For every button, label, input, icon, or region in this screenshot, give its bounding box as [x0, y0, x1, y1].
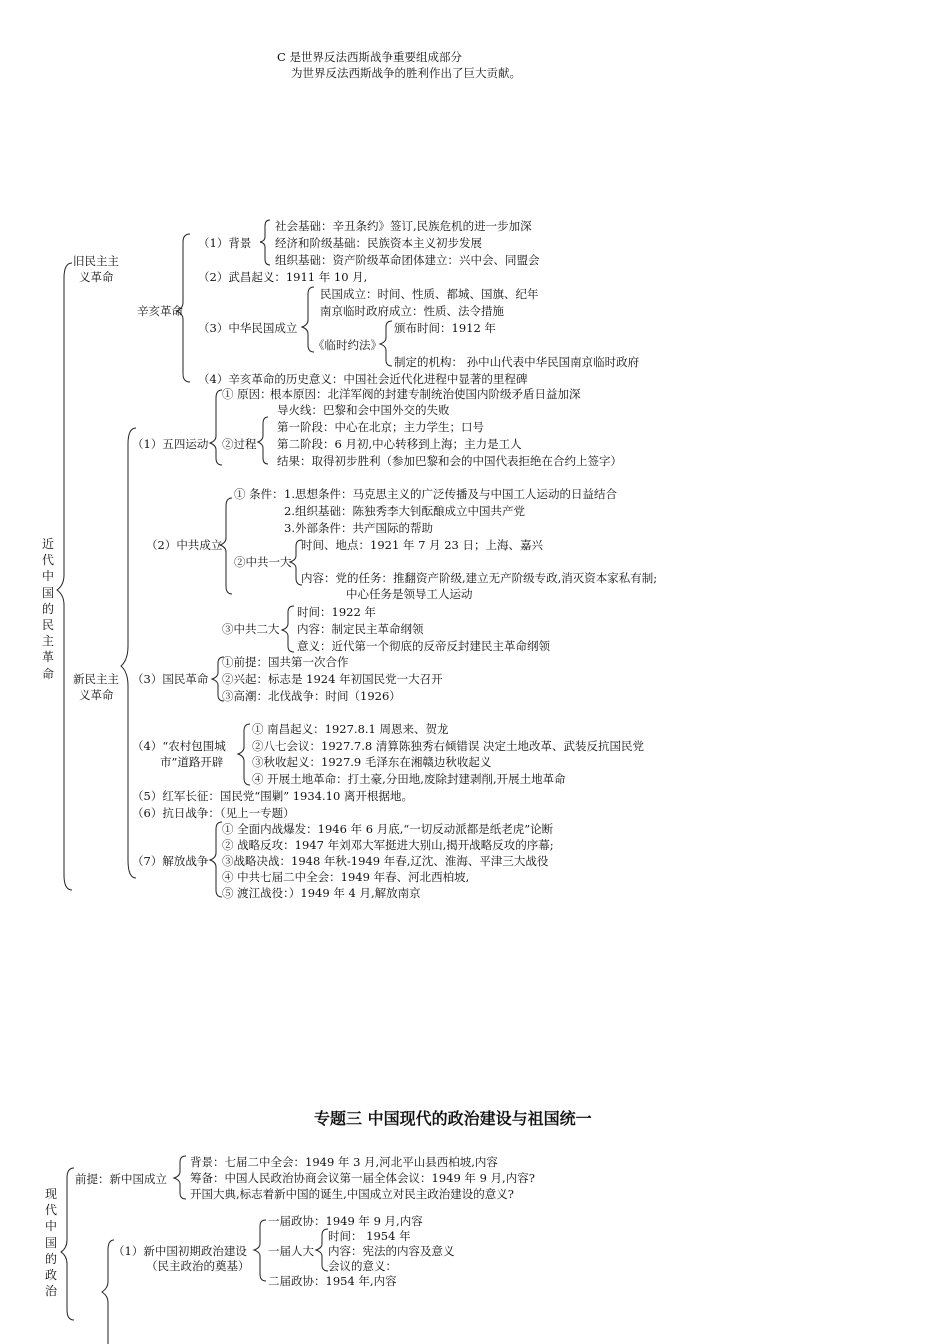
may-fourth-stage: 结果：取得初步胜利（参加巴黎和会的中国代表拒绝在合约上签字） [277, 454, 622, 468]
rural-path-label-1: （4）“农村包围城 [132, 739, 226, 753]
second-congress-item: 时间：1922 年 [297, 605, 376, 619]
liberation-war-item: ③战略决战：1948 年秋-1949 年春,辽沈、淮海、平津三大战役 [222, 854, 549, 868]
may-fourth-process-label: ②过程 [222, 437, 257, 451]
brace-npc [316, 1229, 328, 1271]
roc-item: 南京临时政府成立：性质、法令措施 [320, 304, 504, 318]
roc-label: （3）中华民国成立 [198, 321, 298, 335]
brace-process [258, 417, 268, 464]
first-cppcc: 一届政协：1949 年 9 月,内容 [268, 1214, 423, 1228]
npc-item: 会议的意义： [328, 1259, 397, 1273]
second-congress-label: ③中共二大 [222, 622, 280, 636]
wuchang-uprising: （2）武昌起义：1911 年 10 月, [198, 270, 368, 284]
rural-path-item: ① 南昌起义：1927.8.1 周恩来、贺龙 [252, 722, 449, 736]
intro-line-1: C 是世界反法西斯战争重要组成部分 [277, 50, 462, 64]
background-item: 经济和阶级基础：民族资本主义初步发展 [275, 236, 482, 250]
premise-label: 前提：新中国成立 [75, 1172, 167, 1186]
ccp-founding-label: （2）中共成立 [146, 538, 223, 552]
new-democratic-label-1: 新民主主 [73, 672, 119, 686]
may-fourth-stage: 第二阶段：6 月初,中心转移到上海；主力是工人 [277, 437, 522, 451]
root-label-modern-revolution: 近代中国的民主革命 [41, 537, 54, 681]
roc-item: 民国成立：时间、性质、都城、国旗、纪年 [320, 287, 539, 301]
second-congress-item: 内容：制定民主革命纲领 [297, 622, 424, 636]
brace-early-items [254, 1220, 266, 1281]
may-fourth-stage: 第一阶段：中心在北京；主力学生；口号 [277, 420, 484, 434]
national-revolution-label: （3）国民革命 [132, 672, 209, 686]
may-fourth-cause-label: ① 原因： [222, 387, 272, 401]
new-democratic-label-2: 义革命 [79, 688, 114, 702]
anti-japanese-war: （6）抗日战争：（见上一专题） [132, 806, 295, 820]
constitution-item: 颁布时间：1912 年 [394, 321, 496, 335]
brace-may-fourth [210, 390, 222, 465]
brace-premise [174, 1156, 186, 1199]
premise-item: 开国大典,标志着新中国的诞生,中国成立对民主政治建设的意义? [190, 1187, 514, 1201]
first-congress-content-2: 中心任务是领导工人运动 [346, 587, 473, 601]
brace-second-congress [282, 606, 294, 652]
second-cppcc: 二届政协：1954 年,内容 [268, 1274, 397, 1288]
old-democratic-label-1: 旧民主主 [73, 254, 119, 268]
long-march: （5）红军长征：国民党“围剿” 1934.10 离开根据地。 [132, 789, 413, 803]
rural-path-item: ③秋收起义：1927.9 毛泽东在湘赣边秋收起义 [252, 755, 492, 769]
npc-item: 内容：宪法的内容及意义 [328, 1244, 455, 1258]
ccp-condition: 3.外部条件：共产国际的帮助 [284, 521, 433, 535]
rural-path-label-2: 市”道路开辟 [160, 755, 224, 769]
first-congress-content: 内容：党的任务：推翻资产阶级,建立无产阶级专政,消灭资本家私有制; [301, 571, 658, 585]
old-democratic-label-2: 义革命 [79, 270, 114, 284]
premise-item: 背景：七届二中全会：1949 年 3 月,河北平山县西柏坡,内容 [190, 1155, 498, 1169]
liberation-war-label: （7）解放战争 [132, 854, 209, 868]
npc-label: 一届人大 [268, 1244, 314, 1258]
constitution-label: 《临时约法》 [313, 338, 382, 352]
liberation-war-item: ② 战略反攻：1947 年刘邓大军挺进大别山,揭开战略反攻的序幕; [222, 838, 554, 852]
brace-liberation-war [210, 822, 222, 897]
xinhai-significance: （4）辛亥革命的历史意义：中国社会近代化进程中显著的里程碑 [198, 372, 528, 386]
xinhai-label: 辛亥革命 [137, 304, 183, 318]
npc-item: 时间： 1954 年 [328, 1229, 411, 1243]
early-building-label-1: （1）新中国初期政治建设 [113, 1244, 247, 1258]
may-fourth-root-cause: 根本原因：北洋军阀的封建专制统治使国内阶级矛盾日益加深 [270, 387, 581, 401]
intro-line-2: 为世界反法西斯战争的胜利作出了巨大贡献。 [291, 66, 521, 80]
background-item: 社会基础：辛丑条约》签订,民族危机的进一步加深 [275, 219, 532, 233]
topic-three-heading: 专题三 中国现代的政治建设与祖国统一 [314, 1109, 592, 1128]
premise-item: 筹备：中国人民政治协商会议第一届全体会议：1949 年 9 月,内容? [190, 1171, 535, 1185]
first-congress-time-place: 时间、地点：1921 年 7 月 23 日；上海、嘉兴 [301, 538, 543, 552]
brace-root-modern [57, 263, 72, 890]
brace-rural-path [238, 724, 250, 785]
rural-path-item: ②八七会议：1927.7.8 清算陈独秀右倾错误 决定土地改革、武装反抗国民党 [252, 739, 645, 753]
root-label-topic-three: 现代中国的政治 [44, 1187, 57, 1299]
national-revolution-item: ①前提：国共第一次合作 [222, 655, 349, 669]
may-fourth-label: （1）五四运动 [132, 437, 209, 451]
early-building-label-2: （民主政治的奠基） [146, 1259, 250, 1273]
ccp-condition: 1.思想条件：马克思主义的广泛传播及与中国工人运动的日益结合 [284, 487, 617, 501]
second-congress-item: 意义：近代第一个彻底的反帝反封建民主革命纲领 [297, 639, 550, 653]
ccp-condition: 2.组织基础：陈独秀李大钊酝酿成立中国共产党 [284, 504, 525, 518]
liberation-war-item: ⑤ 渡江战役：）1949 年 4 月,解放南京 [222, 886, 421, 900]
background-item: 组织基础：资产阶级革命团体建立：兴中会、同盟会 [275, 253, 540, 267]
may-fourth-fuse: 导火线：巴黎和会中国外交的失败 [277, 403, 450, 417]
brace-background [260, 220, 270, 265]
national-revolution-item: ②兴起：标志是 1924 年初国民党一大召开 [222, 672, 443, 686]
first-congress-label: ②中共一大 [234, 555, 292, 569]
rural-path-item: ④ 开展土地革命：打土豪,分田地,废除封建剥削,开展土地革命 [252, 772, 566, 786]
background-label: （1）背景 [198, 236, 252, 250]
brace-root-topic-three [61, 1168, 74, 1320]
constitution-item: 制定的机构： 孙中山代表中华民国南京临时政府 [394, 355, 640, 369]
national-revolution-item: ③高潮：北伐战争：时间（1926） [222, 689, 401, 703]
liberation-war-item: ④ 中共七届二中全会：1949 年春、河北西柏坡, [222, 870, 470, 884]
ccp-conditions-label: ① 条件： [234, 487, 284, 501]
liberation-war-item: ① 全面内战爆发：1946 年 6 月底,“一切反动派都是纸老虎”论断 [222, 822, 554, 836]
